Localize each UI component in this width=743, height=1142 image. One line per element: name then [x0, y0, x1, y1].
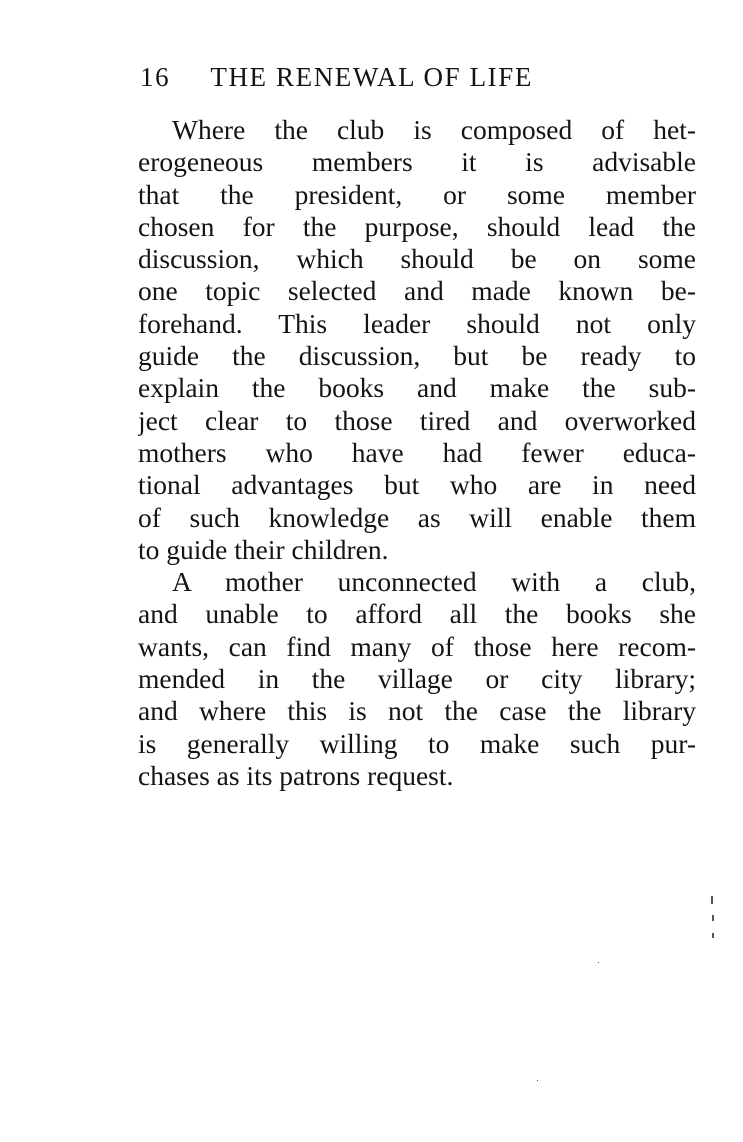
text-line: is generally willing to make such pur-	[138, 727, 696, 759]
text-line: tional advantages but who are in need	[138, 469, 696, 501]
scan-speck	[712, 933, 714, 938]
text-line: guide the discussion, but be ready to	[138, 340, 696, 372]
paragraph-club-discussion	[138, 114, 696, 566]
text-line: forehand. This leader should not only	[138, 307, 696, 339]
paragraph-library	[138, 566, 696, 792]
text-line: erogeneous members it is advisable	[138, 146, 696, 178]
body-text	[138, 114, 696, 792]
text-line: and unable to afford all the books she	[138, 598, 696, 630]
text-line: chases as its patrons request.	[138, 759, 454, 791]
text-line: one topic selected and made known be-	[138, 275, 696, 307]
scan-speck	[712, 915, 714, 921]
text-line: explain the books and make the sub-	[138, 372, 696, 404]
text-line: discussion, which should be on some	[138, 243, 696, 275]
running-title: THE RENEWAL OF LIFE	[210, 62, 533, 92]
text-line: ject clear to those tired and overworked	[138, 404, 696, 436]
text-line: A mother unconnected with a club,	[172, 566, 696, 598]
scan-speck	[537, 1080, 538, 1081]
scan-speck	[711, 896, 713, 904]
text-line: chosen for the purpose, should lead the	[138, 210, 696, 242]
page-number: 16	[140, 62, 171, 92]
text-line: wants, can find many of those here recom-	[138, 630, 696, 662]
text-line: that the president, or some member	[138, 178, 696, 210]
text-line: of such knowledge as will enable them	[138, 501, 696, 533]
text-line: Where the club is composed of het-	[172, 114, 696, 145]
scan-speck	[598, 962, 599, 963]
running-head	[140, 62, 620, 98]
text-line: mothers who have had fewer educa-	[138, 436, 696, 468]
text-line: to guide their children.	[138, 533, 389, 565]
text-line: and where this is not the case the library	[138, 695, 696, 727]
text-line: mended in the village or city library;	[138, 663, 696, 695]
